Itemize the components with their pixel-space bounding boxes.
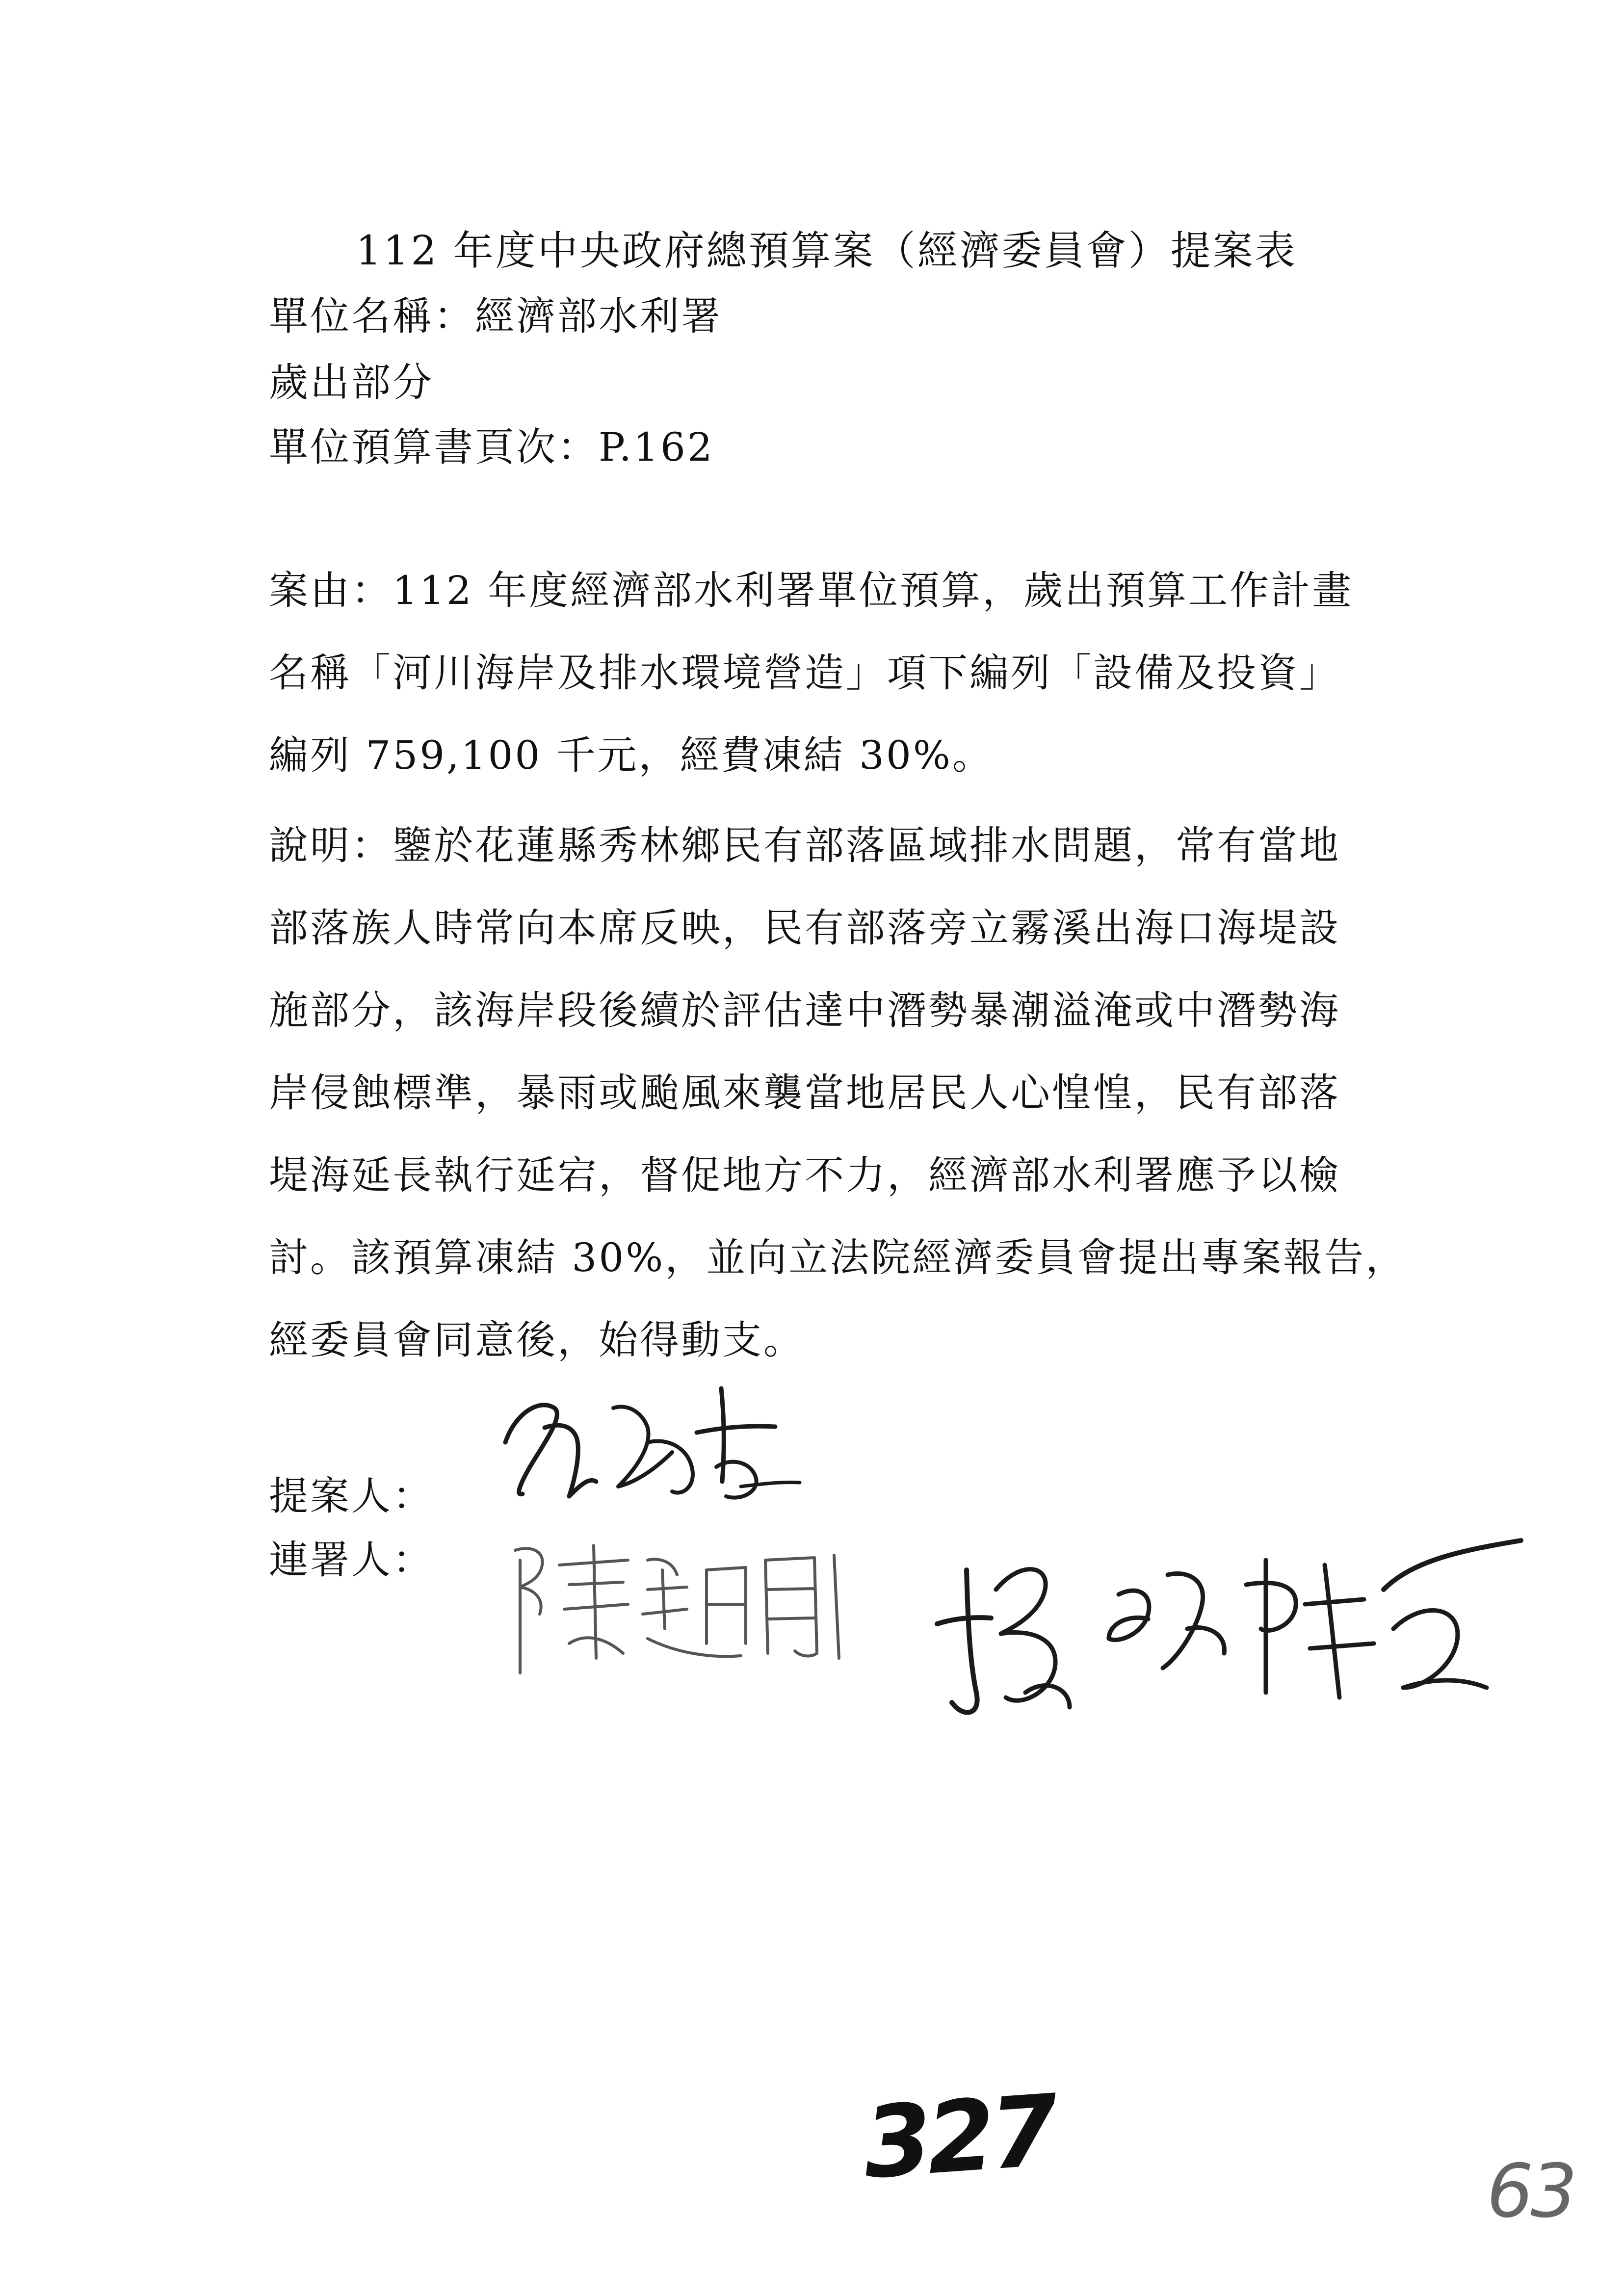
handwritten-page-number: 327: [860, 2073, 1058, 2201]
explanation-paragraph: [269, 805, 1412, 1382]
reason-line: 名稱「河川海岸及排水環境營造」項下編列「設備及投資」: [269, 650, 1340, 696]
reason-line: 案由：112 年度經濟部水利署單位預算，歲出預算工作計畫: [269, 568, 1354, 613]
document-title: 112 年度中央政府總預算案（經濟委員會）提案表: [356, 228, 1297, 274]
explanation-line: 經委員會同意後，始得動支。: [269, 1317, 805, 1363]
explanation-line: 堤海延長執行延宕，督促地方不力，經濟部水利署應予以檢: [269, 1152, 1340, 1198]
corner-page-number: 63: [1487, 2149, 1574, 2234]
explanation-line: 部落族人時常向本席反映，民有部落旁立霧溪出海口海堤設: [269, 905, 1340, 951]
budget-section: 歲出部分: [269, 360, 434, 405]
cosigner-signature-1: [500, 1531, 873, 1678]
explanation-line: 岸侵蝕標準，暴雨或颱風來襲當地居民人心惶惶，民有部落: [269, 1070, 1340, 1116]
reason-line: 編列 759,100 千元，經費凍結 30%。: [269, 732, 994, 778]
proposer-signature: [486, 1369, 859, 1516]
cosigner-label: 連署人：: [269, 1537, 434, 1583]
explanation-line: 討。該預算凍結 30%，並向立法院經濟委員會提出專案報告，: [269, 1235, 1407, 1280]
budget-page-reference: 單位預算書頁次：P.162: [269, 424, 714, 470]
explanation-line: 施部分，該海岸段後續於評估達中潛勢暴潮溢淹或中潛勢海: [269, 988, 1340, 1033]
reason-paragraph: [269, 549, 1412, 797]
proposer-label: 提案人：: [269, 1473, 434, 1519]
unit-name: 單位名稱：經濟部水利署: [269, 293, 722, 339]
cosigner-signature-2: [922, 1531, 1541, 1737]
explanation-line: 說明：鑒於花蓮縣秀林鄉民有部落區域排水問題，常有當地: [269, 823, 1340, 868]
